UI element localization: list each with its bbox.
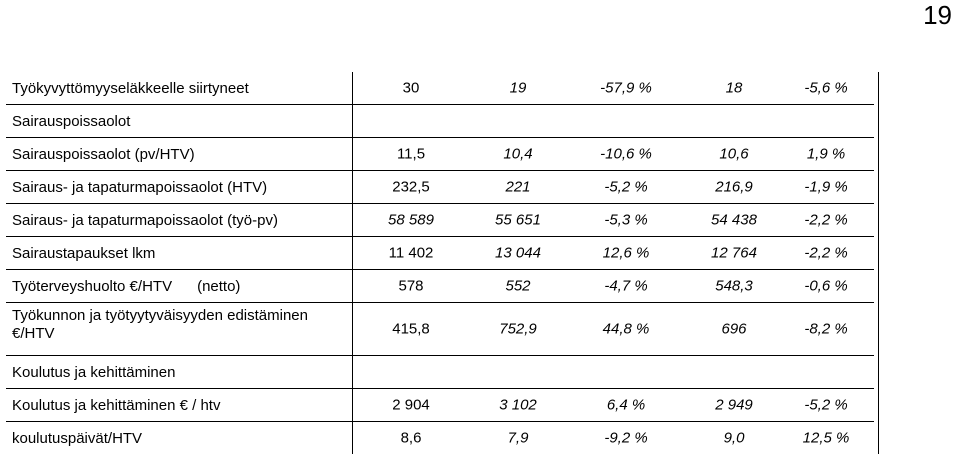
cell-value: 11,5 [396, 145, 426, 163]
table-row [6, 72, 874, 105]
cell-value: 2 949 [715, 396, 753, 414]
row-label: Työterveyshuolto €/HTV (netto) [12, 277, 241, 295]
cell-value: -0,6 % [804, 277, 848, 295]
cell-value: -5,2 % [804, 396, 848, 414]
cell-value: 54 438 [711, 211, 757, 229]
cell-value: 752,9 [499, 320, 537, 338]
cell-value: 548,3 [715, 277, 753, 295]
row-label: Koulutus ja kehittäminen € / htv [12, 396, 221, 414]
row-label: Sairauspoissaolot (pv/HTV) [12, 145, 195, 163]
cell-value: 19 [509, 79, 527, 97]
section-label: Sairauspoissaolot [12, 112, 131, 130]
table-row [6, 138, 874, 171]
statistics-table [6, 72, 874, 454]
cell-value: -4,7 % [604, 277, 648, 295]
cell-value: 10,6 [719, 145, 749, 163]
table-row [6, 270, 874, 303]
cell-value: -57,9 % [600, 79, 652, 97]
cell-value: 12 764 [711, 244, 757, 262]
cell-value: -5,3 % [604, 211, 648, 229]
cell-value: 696 [721, 320, 747, 338]
cell-value: 18 [725, 79, 743, 97]
row-label: Työkyvyttömyyseläkkeelle siirtyneet [12, 79, 249, 97]
cell-value: -10,6 % [600, 145, 652, 163]
table-row [6, 356, 874, 389]
cell-value: -2,2 % [804, 244, 848, 262]
cell-value: -5,2 % [604, 178, 648, 196]
row-label: Sairaustapaukset lkm [12, 244, 156, 262]
cell-value: 12,5 % [802, 429, 850, 447]
cell-value: -9,2 % [604, 429, 648, 447]
row-label: Sairaus- ja tapaturmapoissaolot (HTV) [12, 178, 268, 196]
cell-value: 232,5 [392, 178, 430, 196]
cell-value: -8,2 % [804, 320, 848, 338]
row-label: koulutuspäivät/HTV [12, 429, 143, 447]
cell-value: 1,9 % [806, 145, 846, 163]
cell-value: 58 589 [388, 211, 434, 229]
cell-value: -5,6 % [804, 79, 848, 97]
cell-value: 578 [398, 277, 424, 295]
column-divider [878, 72, 879, 454]
row-label: Työkunnon ja työtyytyväisyyden edistäminen €/HTV [12, 307, 308, 342]
cell-value: 2 904 [392, 396, 430, 414]
table-row [6, 237, 874, 270]
table-row [6, 171, 874, 204]
cell-value: 44,8 % [602, 320, 650, 338]
row-label: Sairaus- ja tapaturmapoissaolot (työ-pv) [12, 211, 278, 229]
cell-value: 13 044 [495, 244, 541, 262]
cell-value: 216,9 [715, 178, 753, 196]
cell-value: 3 102 [499, 396, 537, 414]
table-row [6, 389, 874, 422]
table-row [6, 204, 874, 237]
table-row [6, 422, 874, 454]
cell-value: 221 [505, 178, 531, 196]
page-number: 19 [923, 0, 952, 30]
cell-value: 552 [505, 277, 531, 295]
cell-value: 55 651 [495, 211, 541, 229]
cell-value: -1,9 % [804, 178, 848, 196]
cell-value: 12,6 % [602, 244, 650, 262]
cell-value: 415,8 [392, 320, 430, 338]
table-row [6, 303, 874, 356]
cell-value: 6,4 % [606, 396, 646, 414]
cell-value: 9,0 [723, 429, 745, 447]
cell-value: 11 402 [388, 244, 434, 262]
cell-value: 30 [402, 79, 420, 97]
section-label: Koulutus ja kehittäminen [12, 363, 176, 381]
cell-value: -2,2 % [804, 211, 848, 229]
cell-value: 7,9 [507, 429, 529, 447]
cell-value: 8,6 [400, 429, 422, 447]
cell-value: 10,4 [503, 145, 533, 163]
table-row [6, 105, 874, 138]
